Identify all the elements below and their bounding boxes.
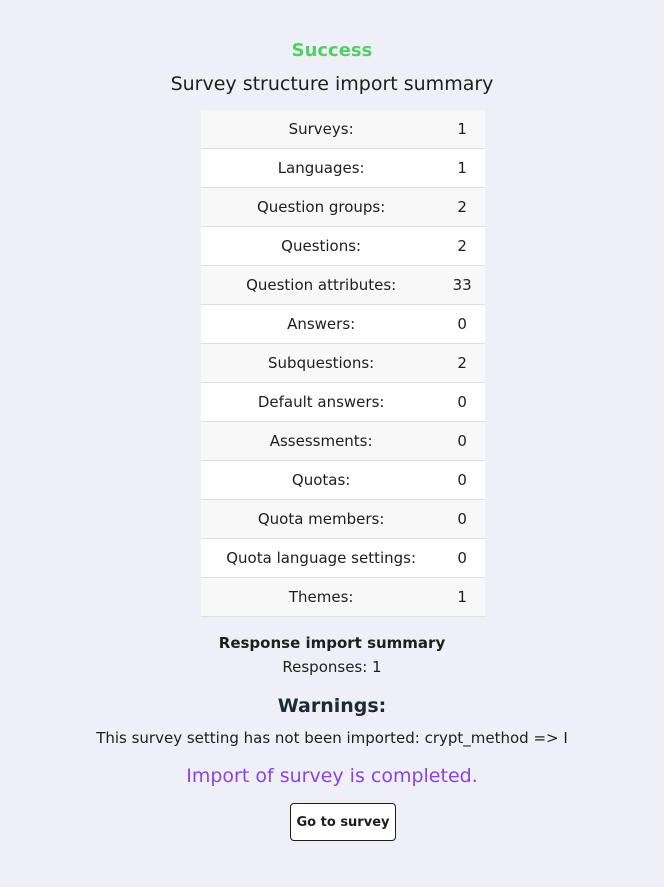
row-label: Assessments: — [201, 422, 441, 461]
row-label: Themes: — [201, 578, 441, 617]
row-label: Quota members: — [201, 500, 441, 539]
table-row — [201, 149, 485, 188]
completion-message: Import of survey is completed. — [186, 765, 478, 787]
table-row — [201, 227, 485, 266]
row-label: Questions: — [201, 227, 441, 266]
response-summary-title: Response import summary — [218, 634, 446, 652]
row-value: 0 — [441, 305, 485, 344]
row-label: Question attributes: — [201, 266, 441, 305]
row-value: 1 — [441, 110, 485, 149]
row-value: 0 — [441, 422, 485, 461]
warnings-title: Warnings: — [277, 695, 387, 717]
row-label: Answers: — [201, 305, 441, 344]
table-row — [201, 266, 485, 305]
table-row — [201, 383, 485, 422]
table-row — [201, 344, 485, 383]
warning-message: This survey setting has not been imported: crypt_method => I — [96, 729, 568, 747]
responses-count: Responses: 1 — [282, 658, 382, 676]
row-label: Surveys: — [201, 110, 441, 149]
table-row — [201, 422, 485, 461]
row-value: 0 — [441, 383, 485, 422]
row-value: 0 — [441, 461, 485, 500]
row-value: 1 — [441, 578, 485, 617]
table-row — [201, 188, 485, 227]
table-row — [201, 578, 485, 617]
status-success: Success — [291, 40, 373, 61]
row-label: Quotas: — [201, 461, 441, 500]
row-value: 2 — [441, 227, 485, 266]
row-value: 2 — [441, 188, 485, 227]
row-label: Default answers: — [201, 383, 441, 422]
table-row — [201, 305, 485, 344]
row-label: Question groups: — [201, 188, 441, 227]
table-row — [201, 461, 485, 500]
table-row — [201, 500, 485, 539]
row-label: Subquestions: — [201, 344, 441, 383]
row-label: Quota language settings: — [201, 539, 441, 578]
page-subtitle: Survey structure import summary — [170, 73, 494, 95]
row-label: Languages: — [201, 149, 441, 188]
table-row — [201, 539, 485, 578]
row-value: 1 — [441, 149, 485, 188]
structure-summary-table — [201, 110, 485, 617]
row-value: 2 — [441, 344, 485, 383]
table-row — [201, 110, 485, 149]
row-value: 33 — [441, 266, 485, 305]
row-value: 0 — [441, 500, 485, 539]
go-to-survey-button[interactable]: Go to survey — [290, 803, 396, 841]
row-value: 0 — [441, 539, 485, 578]
